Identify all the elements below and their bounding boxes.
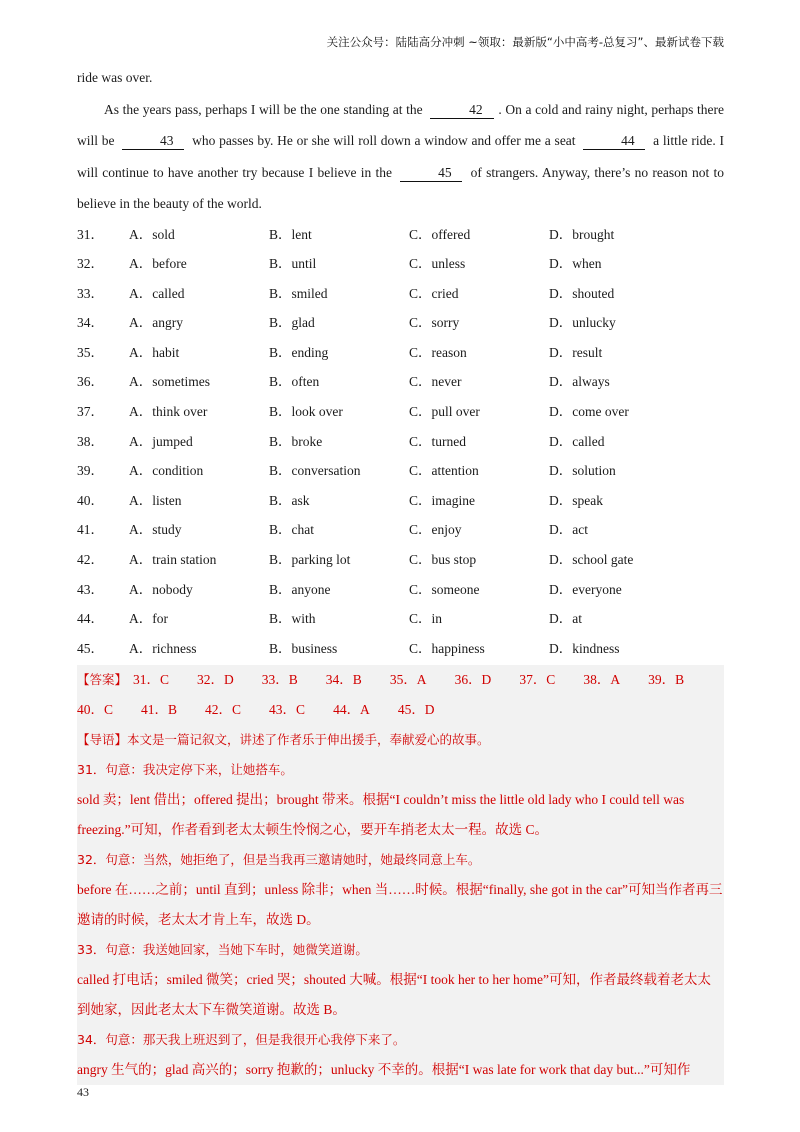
passage-text: . On a cold and rainy night, perhaps there will be	[77, 101, 725, 148]
answer-item: 32．D	[197, 672, 234, 688]
question-number: 45．	[77, 640, 104, 656]
option-d: D．when	[549, 256, 602, 272]
question-row	[77, 575, 724, 605]
option-a: A．condition	[129, 463, 204, 479]
option-c: C．offered	[409, 226, 471, 242]
question-row	[77, 249, 724, 279]
option-c: C．enjoy	[409, 522, 462, 538]
question-number: 37．	[77, 404, 104, 420]
answer-item: 40．C	[77, 702, 114, 718]
option-c: C．unless	[409, 256, 466, 272]
option-a: A．called	[129, 285, 185, 301]
option-b: B．parking lot	[269, 552, 351, 568]
passage-paragraph	[77, 94, 724, 220]
passage-line: ride was over.	[77, 70, 153, 85]
question-row	[77, 367, 724, 397]
passage-text: As the years pass, perhaps I will be the one standing at the	[104, 101, 423, 117]
option-b: B．look over	[269, 404, 343, 420]
explanation-body: before 在……之前；until 直到；unless 除非；when 当……时候。根据“finally, she got in the car”可知当作者再三邀请的时候，老太太才肯上车，故选 D。	[77, 882, 723, 928]
blank-42: 42	[430, 102, 494, 119]
option-c: C．bus stop	[409, 552, 477, 568]
answer-item: 31．C	[133, 672, 170, 688]
option-a: A．for	[129, 611, 168, 627]
question-row	[77, 397, 724, 427]
option-a: A．sometimes	[129, 374, 210, 390]
explanation-title: 33．句意：我送她回家，当她下车时，她微笑道谢。	[77, 942, 368, 958]
option-c: C．pull over	[409, 404, 480, 420]
option-c: C．in	[409, 611, 443, 627]
option-b: B．ask	[269, 492, 310, 508]
answer-item: 37．C	[519, 672, 556, 688]
option-d: D．always	[549, 374, 610, 390]
question-number: 31．	[77, 226, 104, 242]
explanation-title: 31．句意：我决定停下来，让她搭车。	[77, 762, 293, 778]
explanation-title: 34．句意：那天我上班迟到了，但是我很开心我停下来了。	[77, 1032, 406, 1048]
question-number: 43．	[77, 581, 104, 597]
explanation-title: 32．句意：当然，她拒绝了，但是当我再三邀请她时，她最终同意上车。	[77, 852, 481, 868]
answer-item: 45．D	[397, 702, 435, 718]
explanations	[77, 755, 724, 1085]
option-a: A．sold	[129, 226, 175, 242]
option-d: D．everyone	[549, 581, 622, 597]
question-row	[77, 279, 724, 309]
question-number: 32．	[77, 256, 104, 272]
question-number: 34．	[77, 315, 104, 331]
option-b: B．often	[269, 374, 320, 390]
answer-row	[77, 665, 724, 695]
option-b: B．glad	[269, 315, 315, 331]
blank-44: 44	[583, 133, 645, 150]
option-d: D．called	[549, 433, 605, 449]
option-b: B．chat	[269, 522, 314, 538]
question-row	[77, 545, 724, 575]
option-a: A．nobody	[129, 581, 193, 597]
option-a: A．habit	[129, 344, 180, 360]
option-d: D．speak	[549, 492, 603, 508]
question-row	[77, 515, 724, 545]
question-row	[77, 456, 724, 486]
guide-text: 【导语】本文是一篇记叙文，讲述了作者乐于伸出援手，奉献爱心的故事。	[77, 732, 490, 748]
option-a: A．richness	[129, 640, 197, 656]
answer-section	[77, 665, 724, 1085]
explanation-body: angry 生气的；glad 高兴的；sorry 抱歉的；unlucky 不幸的。根据“I was late for work that day but...”可知作	[77, 1062, 691, 1078]
option-c: C．someone	[409, 581, 480, 597]
option-b: B．business	[269, 640, 338, 656]
answer-item: 34．B	[325, 672, 362, 688]
option-c: C．sorry	[409, 315, 460, 331]
passage-text: who passes by. He or she will roll down a window and offer me a seat	[192, 133, 576, 148]
option-d: D．unlucky	[549, 315, 616, 331]
option-b: B．until	[269, 256, 317, 272]
question-number: 39．	[77, 463, 104, 479]
question-row	[77, 220, 724, 250]
question-number: 35．	[77, 344, 104, 360]
question-row	[77, 427, 724, 457]
answer-item: 36．D	[454, 672, 492, 688]
answer-item: 39．B	[648, 672, 685, 688]
answer-row	[77, 695, 724, 725]
answer-item: 41．B	[141, 702, 178, 718]
passage-text: a little ride. I will continue to have another try because I believe in the	[77, 133, 725, 180]
question-number: 36．	[77, 374, 104, 390]
blank-43: 43	[122, 133, 184, 150]
option-a: A．study	[129, 522, 182, 538]
question-row	[77, 338, 724, 368]
option-d: D．come over	[549, 404, 629, 420]
option-d: D．result	[549, 344, 603, 360]
option-a: A．train station	[129, 552, 217, 568]
option-b: B．broke	[269, 433, 323, 449]
page-header: 关注公众号：陆陆高分冲刺 ~领取：最新版“小中高考-总复习”、最新试卷下载	[326, 35, 724, 49]
option-b: B．smiled	[269, 285, 328, 301]
option-b: B．anyone	[269, 581, 331, 597]
answer-item: 35．A	[389, 672, 427, 688]
option-c: C．turned	[409, 433, 466, 449]
passage	[77, 62, 724, 220]
option-c: C．happiness	[409, 640, 485, 656]
option-d: D．school gate	[549, 552, 634, 568]
option-d: D．shouted	[549, 285, 615, 301]
question-list	[77, 220, 724, 664]
option-c: C．attention	[409, 463, 479, 479]
option-c: C．never	[409, 374, 462, 390]
answer-item: 38．A	[583, 672, 621, 688]
question-row	[77, 308, 724, 338]
option-c: C．reason	[409, 344, 467, 360]
option-a: A．before	[129, 256, 187, 272]
question-number: 41．	[77, 522, 104, 538]
answer-item: 42．C	[205, 702, 242, 718]
option-a: A．jumped	[129, 433, 193, 449]
explanation-body: sold 卖；lent 借出；offered 提出；brought 带来。根据“I couldn’t miss the little old lady who I could tell was freezing.”可知，作者看到老太太顿生怜悯之心，要开车捎老太太一程。故选 C。	[77, 792, 685, 838]
option-d: D．kindness	[549, 640, 620, 656]
answer-item: 43．C	[269, 702, 306, 718]
blank-45: 45	[400, 165, 462, 182]
answer-label: 【答案】	[77, 672, 128, 688]
question-row	[77, 634, 724, 664]
option-d: D．act	[549, 522, 588, 538]
option-a: A．think over	[129, 404, 208, 420]
question-number: 38．	[77, 433, 104, 449]
question-row	[77, 486, 724, 516]
answer-item: 33．B	[261, 672, 298, 688]
page-content	[77, 62, 724, 1085]
question-number: 44．	[77, 611, 104, 627]
question-row	[77, 604, 724, 634]
option-d: D．at	[549, 611, 582, 627]
page-number: 43	[77, 1085, 89, 1099]
option-a: A．angry	[129, 315, 183, 331]
option-c: C．cried	[409, 285, 459, 301]
option-b: B．with	[269, 611, 316, 627]
option-b: B．lent	[269, 226, 312, 242]
option-d: D．solution	[549, 463, 616, 479]
question-number: 42．	[77, 552, 104, 568]
question-number: 40．	[77, 492, 104, 508]
option-c: C．imagine	[409, 492, 475, 508]
question-number: 33．	[77, 285, 104, 301]
option-b: B．ending	[269, 344, 329, 360]
option-d: D．brought	[549, 226, 615, 242]
option-a: A．listen	[129, 492, 182, 508]
explanation-body: called 打电话；smiled 微笑；cried 哭；shouted 大喊。根据“I took her to her home”可知，作者最终载着老太太到她家，因此老太太下车微笑道谢。故选 B。	[77, 972, 712, 1018]
option-b: B．conversation	[269, 463, 361, 479]
passage-text: of strangers. Anyway, there’s no reason not to believe in the beauty of the world.	[77, 164, 724, 211]
answer-item: 44．A	[333, 702, 370, 718]
